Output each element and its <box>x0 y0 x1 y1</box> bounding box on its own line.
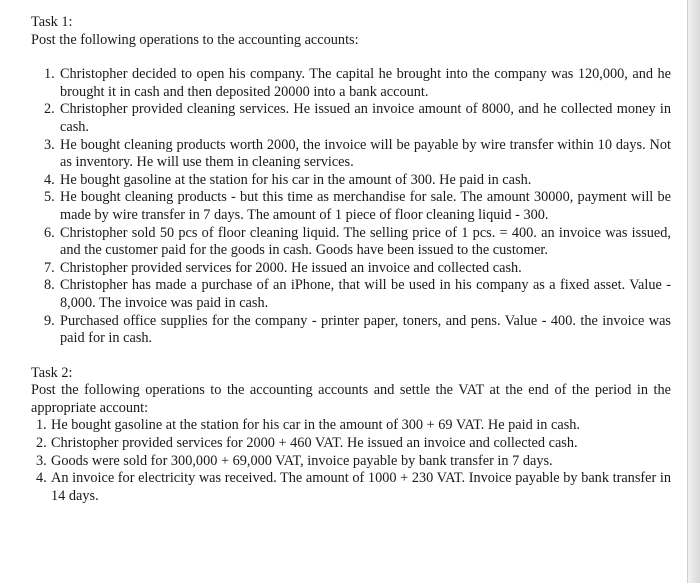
page-edge <box>687 0 700 583</box>
task1-item <box>31 260 671 278</box>
task1-item <box>31 137 671 172</box>
item-text: Christopher provided cleaning services. He issued an invoice amount of 8000, and he collected money in cash. <box>60 101 671 135</box>
item-number: 5. <box>44 189 55 206</box>
item-text: Christopher provided services for 2000. He issued an invoice and collected cash. <box>60 259 522 276</box>
item-text: He bought cleaning products worth 2000, the invoice will be payable by wire transfer within 10 days. Not as inventory. He will use them in cleaning services. <box>60 136 671 171</box>
item-number: 4. <box>36 470 47 487</box>
task2-list <box>31 417 671 505</box>
item-text: Christopher provided services for 2000 + 460 VAT. He issued an invoice and collected cash. <box>51 435 578 452</box>
task1-item <box>31 225 671 260</box>
task1-intro: Post the following operations to the accounting accounts: <box>31 31 359 48</box>
task2-item <box>31 470 671 505</box>
item-number: 3. <box>44 136 55 153</box>
task2-item <box>31 435 671 453</box>
item-text: Christopher sold 50 pcs of floor cleaning liquid. The selling price of 1 pcs. = 400. an invoice was issued, and the customer paid for the goods in cash. Goods have been issued to the customer. <box>60 224 671 259</box>
item-number: 7. <box>44 259 55 276</box>
task2-intro: Post the following operations to the accounting accounts and settle the VAT at the end of the period in the appropriate account: <box>31 382 671 416</box>
item-text: Purchased office supplies for the company - printer paper, toners, and pens. Value - 400. the invoice was paid for in cash. <box>60 312 671 347</box>
task1-item <box>31 101 671 136</box>
task1-list <box>31 66 671 348</box>
item-number: 4. <box>44 171 55 188</box>
item-text: He bought cleaning products - but this time as merchandise for sale. The amount 30000, payment will be made by wire transfer in 7 days. The amount of 1 piece of floor cleaning liquid - 300. <box>60 189 671 223</box>
document-content <box>31 14 671 505</box>
item-number: 1. <box>44 66 55 83</box>
task1-item <box>31 189 671 224</box>
item-text: Christopher has made a purchase of an iPhone, that will be used in his company as a fixed asset. Value - 8,000. The invoice was paid in cash. <box>60 277 671 311</box>
item-text: Goods were sold for 300,000 + 69,000 VAT, invoice payable by bank transfer in 7 days. <box>51 452 553 469</box>
item-number: 2. <box>44 101 55 118</box>
item-text: He bought gasoline at the station for his car in the amount of 300. He paid in cash. <box>60 171 532 188</box>
task1-title: Task 1: <box>31 14 73 30</box>
task2-item <box>31 453 671 471</box>
item-number: 6. <box>44 224 55 241</box>
task2-item <box>31 417 671 435</box>
item-text: He bought gasoline at the station for his car in the amount of 300 + 69 VAT. He paid in cash. <box>51 417 581 434</box>
item-text: Christopher decided to open his company. The capital he brought into the company was 120,000, and he brought it in cash and then deposited 20000 into a bank account. <box>60 66 671 100</box>
item-number: 8. <box>44 277 55 294</box>
task2-title: Task 2: <box>31 364 73 381</box>
item-number: 1. <box>36 417 47 434</box>
task2-section <box>31 365 671 506</box>
task1-item <box>31 313 671 348</box>
task1-item <box>31 277 671 312</box>
task1-item <box>31 172 671 190</box>
task1-item <box>31 66 671 101</box>
item-number: 2. <box>36 435 47 452</box>
task1-section <box>31 14 671 348</box>
item-number: 9. <box>44 312 55 329</box>
item-text: An invoice for electricity was received. The amount of 1000 + 230 VAT. Invoice payable by bank transfer in 14 days. <box>51 470 671 504</box>
item-number: 3. <box>36 452 47 469</box>
